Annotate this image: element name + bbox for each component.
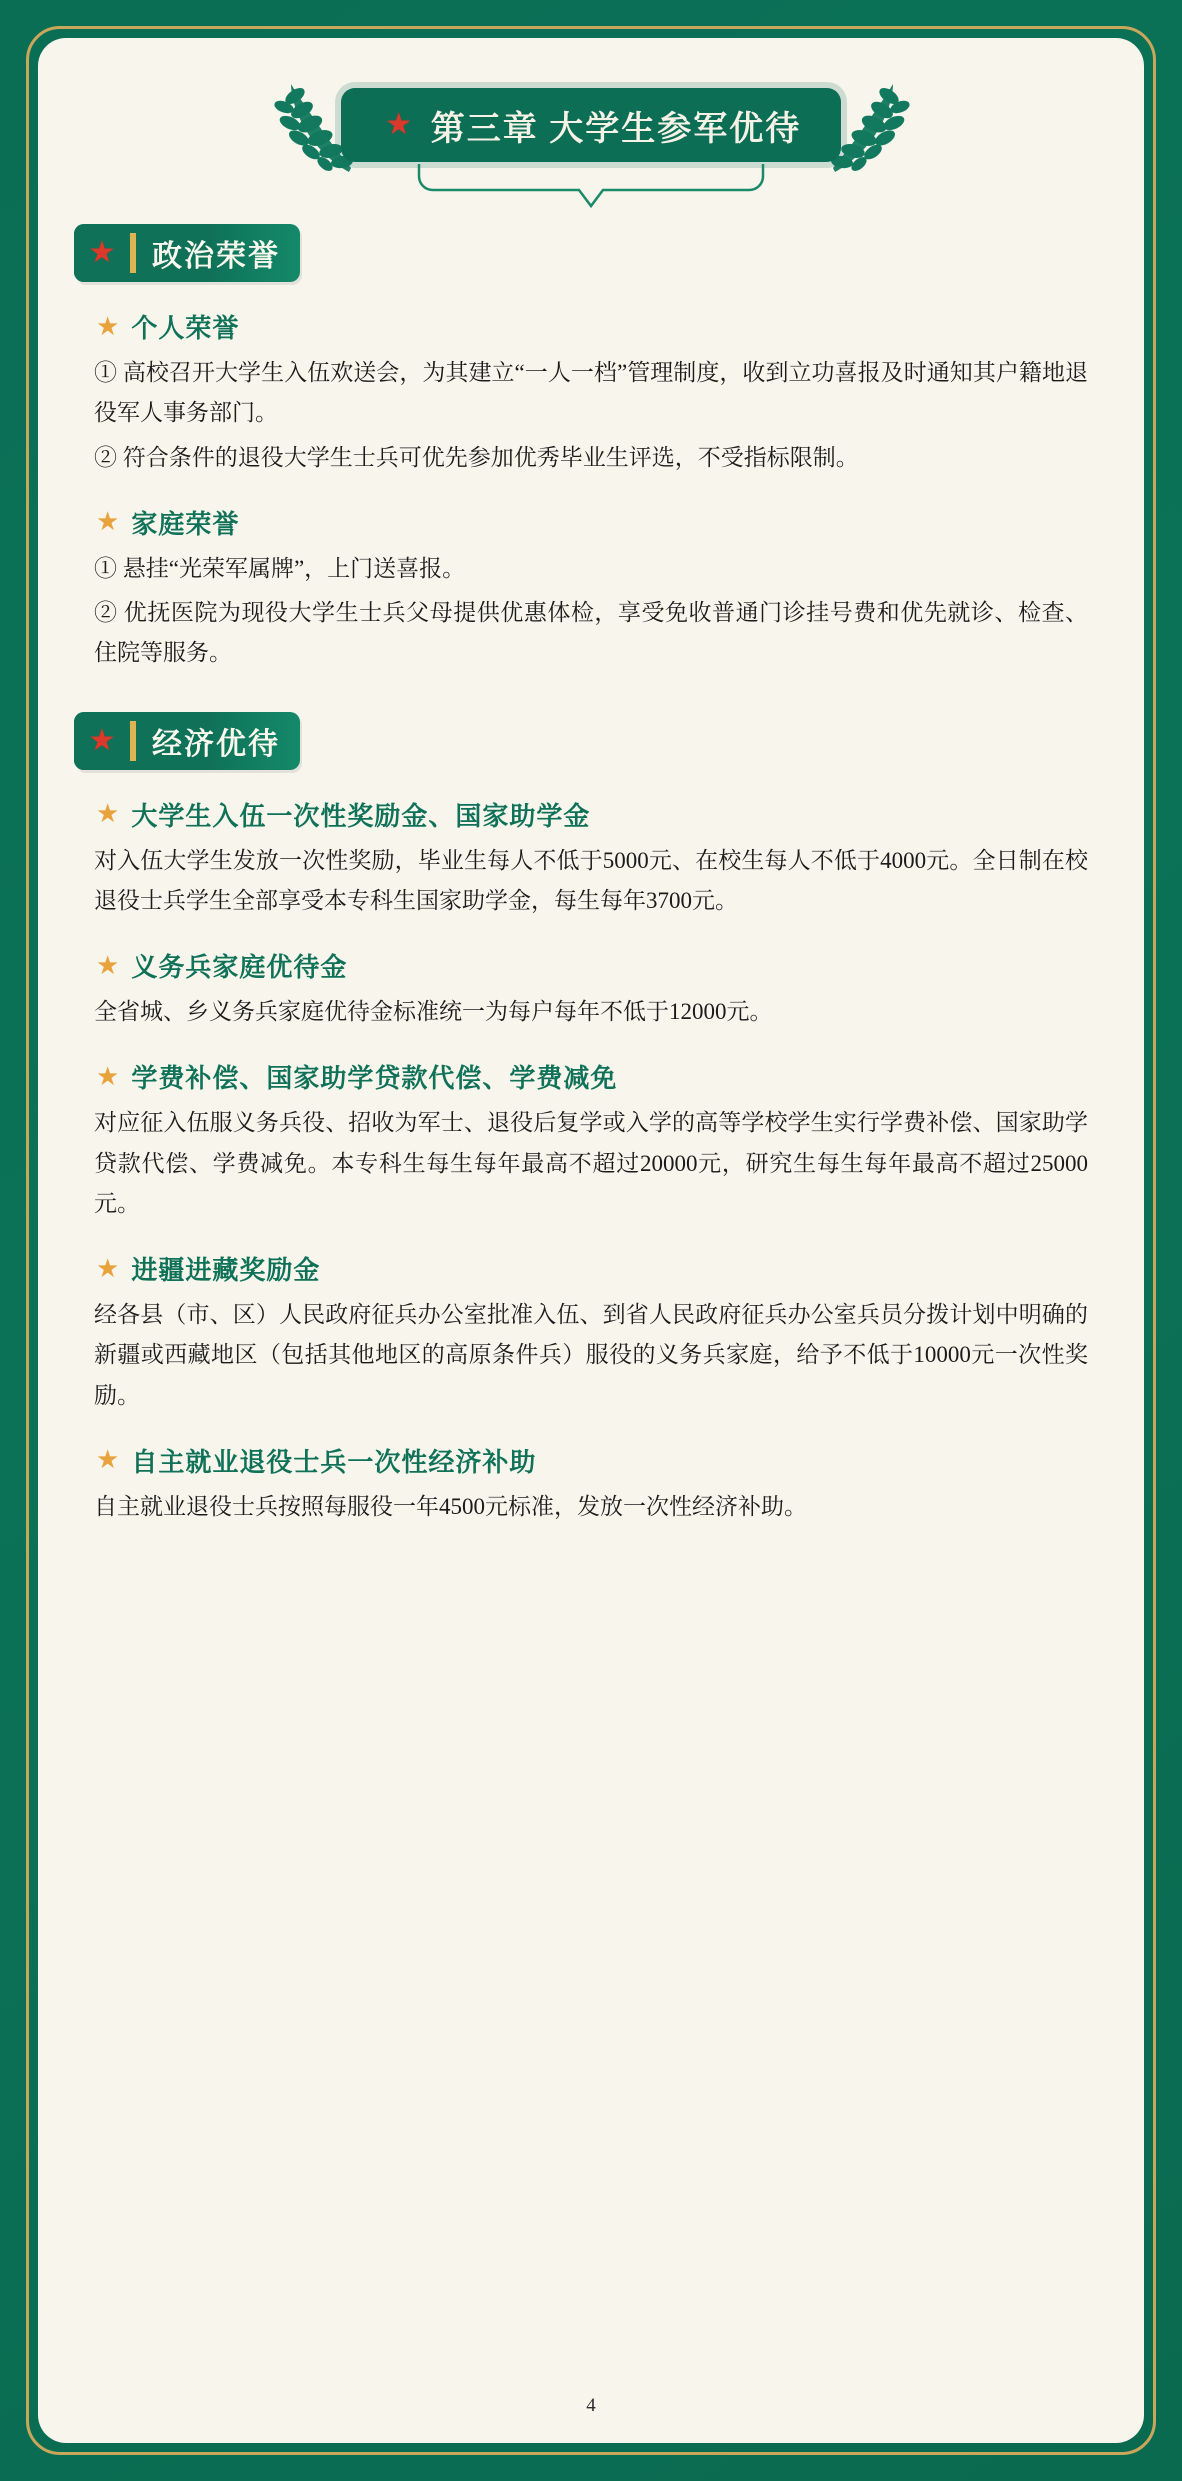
subsection-title: 学费补偿、国家助学贷款代偿、学费减免 [131, 1064, 618, 1094]
chapter-title: 第三章 大学生参军优待 [430, 110, 802, 148]
paragraph: ② 优抚医院为现役大学生士兵父母提供优惠体检，享受免收普通门诊挂号费和优先就诊、检查、住院等服务。 [94, 600, 1088, 666]
subsection-body-xinjiang-tibet-bonus [94, 1295, 1088, 1416]
paragraph: 对入伍大学生发放一次性奖励，毕业生每人不低于5000元、在校生每人不低于4000元。全日制在校退役士兵学生全部享受本专科生国家助学金，每生每年3700元。 [94, 847, 1088, 913]
section-heading-economic [74, 712, 300, 770]
subsection-body-enlistment-bonus [94, 841, 1088, 922]
paragraph: ② 符合条件的退役大学生士兵可优先参加优秀毕业生评选，不受指标限制。 [94, 444, 859, 470]
paper-surface [38, 38, 1144, 2443]
subsection-body-self-employment-subsidy [94, 1487, 1088, 1527]
chapter-banner-area [38, 74, 1144, 224]
subsection-title: 义务兵家庭优待金 [131, 953, 348, 982]
subsection-heading-family-allowance [96, 947, 1144, 984]
subsection-heading-tuition-compensation [96, 1058, 1144, 1095]
paragraph: ① 高校召开大学生入伍欢送会，为其建立“一人一档”管理制度，收到立功喜报及时通知其户籍地退役军人事务部门。 [94, 360, 1088, 426]
subsection-title: 大学生入伍一次性奖励金、国家助学金 [131, 801, 591, 831]
gold-star-icon: ★ [96, 1061, 120, 1091]
page-number: 4 [586, 2395, 596, 2416]
section-political-honor [38, 224, 1144, 674]
gold-star-icon: ★ [96, 507, 120, 537]
paragraph: 对应征入伍服义务兵役、招收为军士、退役后复学或入学的高等学校学生实行学费补偿、国家助学贷款代偿、学费减免。本专科生每生每年最高不超过20000元，研究生每生每年最高不超过25000元。 [94, 1110, 1088, 1216]
subsection-title: 个人荣誉 [131, 314, 240, 343]
section-economic-benefit [38, 712, 1144, 1528]
paragraph: ① 悬挂“光荣军属牌”，上门送喜报。 [94, 555, 466, 581]
subsection-body-personal-honor [94, 353, 1088, 478]
banner-pointer-decoration [411, 162, 771, 214]
subsection-heading-family-honor [96, 504, 1144, 541]
red-star-icon: ★ [74, 712, 130, 770]
subsection-body-family-honor [94, 549, 1088, 674]
gold-star-icon: ★ [96, 950, 120, 980]
subsection-title: 家庭荣誉 [131, 509, 240, 539]
section-heading-label: 经济优待 [152, 727, 280, 761]
section-heading-political [74, 224, 300, 282]
subsection-body-tuition-compensation [94, 1103, 1088, 1224]
subsection-body-family-allowance [94, 992, 1088, 1032]
gold-star-icon: ★ [96, 1445, 120, 1475]
section-gap [38, 678, 1144, 712]
gold-star-icon: ★ [96, 1253, 120, 1283]
gold-star-icon: ★ [96, 799, 120, 828]
red-star-icon: ★ [381, 107, 417, 143]
subsection-title: 进疆进藏奖励金 [131, 1256, 321, 1285]
paragraph: 全省城、乡义务兵家庭优待金标准统一为每户每年不低于12000元。 [94, 999, 773, 1024]
paragraph: 自主就业退役士兵按照每服役一年4500元标准，发放一次性经济补助。 [94, 1493, 807, 1519]
subsection-heading-self-employment-subsidy [96, 1442, 1144, 1479]
chapter-title-banner [341, 88, 841, 162]
subsection-heading-xinjiang-tibet-bonus [96, 1250, 1144, 1287]
red-star-icon: ★ [74, 224, 130, 282]
gold-star-icon: ★ [96, 311, 120, 341]
subsection-title: 自主就业退役士兵一次性经济补助 [131, 1447, 537, 1477]
subsection-heading-enlistment-bonus [96, 796, 1144, 833]
paragraph: 经各县（市、区）人民政府征兵办公室批准入伍、到省人民政府征兵办公室兵员分拨计划中明确的新疆或西藏地区（包括其他地区的高原条件兵）服役的义务兵家庭，给予不低于10000元一次性奖励。 [94, 1302, 1088, 1408]
section-heading-label: 政治荣誉 [152, 240, 280, 273]
subsection-heading-personal-honor [96, 308, 1144, 345]
